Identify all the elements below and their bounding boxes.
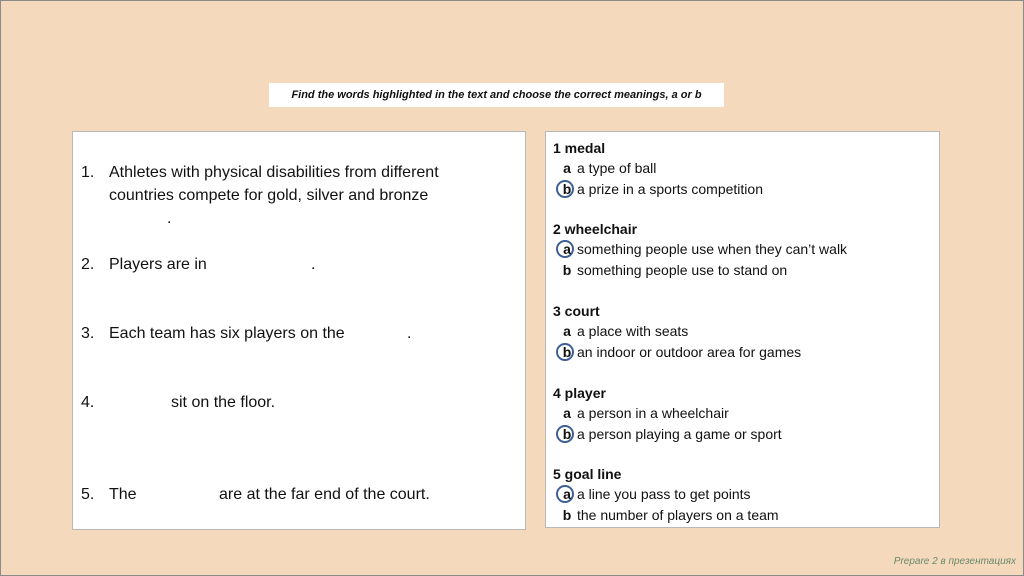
question-text: are at the far end of the court. bbox=[219, 486, 430, 503]
option-text: a type of ball bbox=[577, 160, 657, 176]
option-text: a line you pass to get points bbox=[577, 486, 751, 502]
footer-credit: Prepare 2 в презентациях bbox=[893, 556, 1016, 567]
question-number: 5. bbox=[81, 486, 95, 503]
question-text: . bbox=[407, 325, 412, 342]
question-number: 1. bbox=[81, 164, 95, 181]
questions-panel bbox=[72, 131, 526, 530]
option-text: the number of players on a team bbox=[577, 507, 779, 523]
vocab-panel bbox=[545, 131, 940, 528]
option-b[interactable] bbox=[553, 424, 782, 445]
option-text: a person playing a game or sport bbox=[577, 426, 782, 442]
vocab-title: 2 wheelchair bbox=[553, 221, 638, 237]
option-a[interactable] bbox=[553, 403, 729, 424]
option-letter: b bbox=[562, 507, 572, 523]
option-letter: b bbox=[562, 262, 572, 278]
question-text: The bbox=[109, 486, 137, 503]
question-text: Players are in bbox=[109, 256, 207, 273]
question-text: Each team has six players on the bbox=[109, 325, 345, 342]
vocab-item-medal bbox=[553, 138, 763, 200]
option-letter: a bbox=[563, 160, 571, 176]
question-number: 2. bbox=[81, 256, 95, 273]
option-a[interactable] bbox=[553, 158, 657, 179]
vocab-item-court bbox=[553, 301, 802, 363]
vocab-item-goal-line bbox=[553, 464, 779, 526]
option-text: a person in a wheelchair bbox=[577, 405, 729, 421]
question-text-line: . bbox=[167, 210, 172, 227]
vocab-title: 3 court bbox=[553, 303, 600, 319]
vocab-title: 4 player bbox=[553, 385, 606, 401]
question-text: sit on the floor. bbox=[171, 394, 276, 411]
option-a[interactable] bbox=[553, 321, 689, 342]
option-text: something people use to stand on bbox=[577, 262, 788, 278]
vocab-item-wheelchair bbox=[553, 219, 848, 281]
question-text: . bbox=[311, 256, 316, 273]
option-text: a place with seats bbox=[577, 323, 689, 339]
option-letter: a bbox=[563, 405, 571, 421]
option-a[interactable] bbox=[553, 239, 848, 260]
vocab-title: 1 medal bbox=[553, 140, 606, 156]
option-letter: b bbox=[562, 181, 572, 197]
option-letter: a bbox=[563, 486, 571, 502]
option-b[interactable] bbox=[553, 505, 779, 526]
question-text-line: countries compete for gold, silver and bronze bbox=[109, 187, 429, 204]
option-a[interactable] bbox=[553, 484, 751, 505]
option-b[interactable] bbox=[553, 179, 763, 200]
option-letter: a bbox=[563, 323, 571, 339]
option-text: a prize in a sports competition bbox=[577, 181, 763, 197]
question-number: 3. bbox=[81, 325, 95, 342]
option-b[interactable] bbox=[553, 342, 802, 363]
option-text: an indoor or outdoor area for games bbox=[577, 344, 802, 360]
vocab-item-player bbox=[553, 383, 782, 445]
instruction-banner: Find the words highlighted in the text and choose the correct meanings, a or b bbox=[269, 83, 724, 107]
question-number: 4. bbox=[81, 394, 95, 411]
option-letter: b bbox=[562, 426, 572, 442]
question-text-line: Athletes with physical disabilities from different bbox=[109, 164, 439, 181]
option-text: something people use when they can’t walk bbox=[577, 241, 848, 257]
option-letter: b bbox=[562, 344, 572, 360]
vocab-title: 5 goal line bbox=[553, 466, 622, 482]
option-letter: a bbox=[563, 241, 571, 257]
option-b[interactable] bbox=[553, 260, 788, 281]
